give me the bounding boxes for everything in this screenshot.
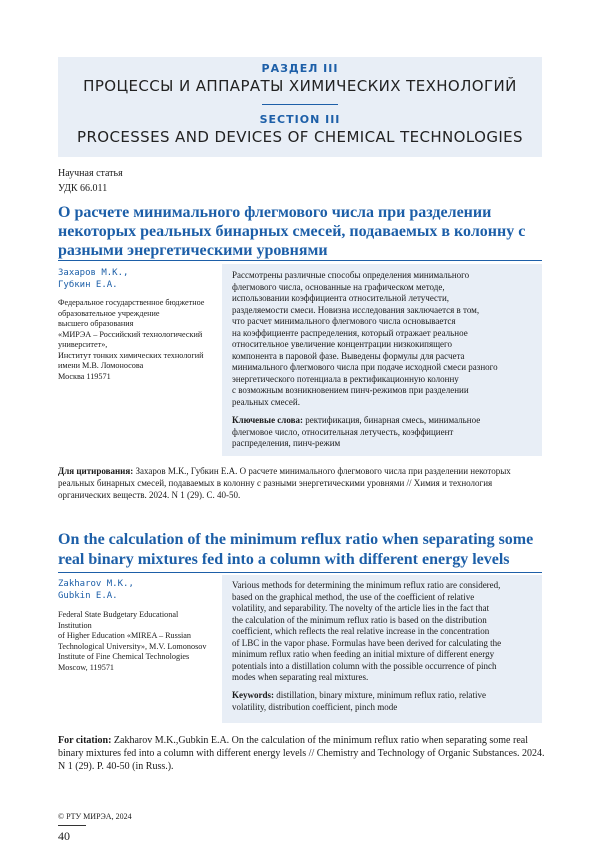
affiliation-line: университет»,: [58, 340, 108, 349]
affiliation-line: «МИРЭА – Российский технологический: [58, 329, 203, 339]
citation-label: Для цитирования:: [58, 466, 134, 476]
abstract-line: реальных смесей.: [232, 396, 300, 407]
affiliation-line: Moscow, 119571: [58, 662, 115, 672]
affiliation-line: Institute of Fine Chemical Technologies: [58, 652, 190, 661]
keywords-text: ректификация, бинарная смесь, минимальное: [303, 415, 481, 425]
affiliation-line: высшего образования: [58, 319, 134, 328]
affiliation-line: Институт тонких химических технологий: [58, 350, 204, 360]
abstract-line: компонента в паровой фазе. Выведены формулы для расчета: [232, 350, 465, 361]
abstract-line: modes when separating real mixtures.: [232, 672, 369, 682]
citation-text: N 1 (29). P. 40-50 (in Russ.).: [58, 761, 174, 772]
keywords-label: Keywords:: [232, 690, 274, 700]
udc-code: УДК 66.011: [58, 183, 108, 194]
keywords-text: volatility, distribution coefficient, pinch mode: [232, 701, 398, 712]
affiliation-line: Federal State Budgetary Educational Institution: [58, 610, 179, 630]
author-name[interactable]: Gubkin E.A.: [58, 591, 118, 601]
abstract-line: с возможным возникновением пинч-режимов при разделении: [232, 385, 469, 395]
citation-label: For citation:: [58, 735, 112, 746]
keywords-text: distillation, binary mixture, minimum reflux ratio, relative: [274, 690, 486, 700]
abstract-line: potentials into a distillation column with the possible occurrence of pinch: [232, 660, 497, 671]
authors-ru: [58, 267, 128, 291]
article-type: Научная статья: [58, 168, 123, 179]
affiliation-line: имени М.В. Ломоносова: [58, 361, 144, 370]
abstract-line: на коэффициенте распределения, который отражает реальное: [232, 327, 468, 338]
abstract-line: minimum reflux ratio when feeding an initial mixture of different energy: [232, 649, 495, 659]
abstract-line: Рассмотрены различные способы определения минимального: [232, 270, 470, 280]
keywords-label: Ключевые слова:: [232, 415, 303, 425]
title-underline-en: [58, 572, 542, 573]
abstract-en: [232, 580, 536, 684]
footer-divider: [58, 825, 86, 826]
abstract-line: Various methods for determining the minimum reflux ratio are considered,: [232, 580, 501, 590]
abstract-line: относительное увеличение концентрации низкокипящего: [232, 339, 452, 349]
abstract-line: volatility, and separability. The novelty of the article lies in the fact that: [232, 603, 490, 613]
affiliation-en: [58, 610, 210, 673]
abstract-ru: [232, 270, 536, 408]
abstract-line: the calculation of the minimum reflux ratio is based on the distribution: [232, 614, 487, 625]
title-underline-ru: [58, 260, 542, 261]
section-divider: [262, 104, 338, 105]
section-label-ru: РАЗДЕЛ III: [261, 62, 339, 75]
abstract-line: based on the graphical method, the use of the coefficient of relative: [232, 591, 475, 602]
citation-ru: [58, 465, 545, 501]
section-title-en: PROCESSES AND DEVICES OF CHEMICAL TECHNOLOGIES: [77, 128, 523, 146]
author-name[interactable]: Захаров М.К.,: [58, 268, 129, 278]
affiliation-ru: [58, 298, 210, 382]
abstract-line: coefficient, which reflects the real relative increase in the concentration: [232, 626, 490, 636]
authors-en: [58, 578, 134, 602]
affiliation-line: Федеральное государственное бюджетное: [58, 298, 205, 307]
abstract-line: что расчет минимального флегмового числа основывается: [232, 316, 456, 326]
affiliation-line: Москва 119571: [58, 371, 111, 381]
abstract-line: энергетического потенциала в ректификационную колонну: [232, 373, 459, 384]
citation-text: реальных бинарных смесей, подаваемых в колонну с разными энергетическими уровнями // Химия и технология: [58, 478, 493, 488]
abstract-line: минимального флегмового числа при подаче исходной смеси разного: [232, 362, 498, 372]
abstract-line: использовании коэффициента относительной летучести,: [232, 293, 450, 303]
abstract-line: of LBC in the vapor phase. Formulas have been derived for calculating the: [232, 637, 502, 648]
article-title-ru: О расчете минимального флегмового числа при разделении некоторых реальных бинарных смесей, подаваемых в колонну с разными энергетическими уровнями: [58, 204, 526, 259]
citation-text: Zakharov M.K.,Gubkin E.A. On the calculation of the minimum reflux ratio when separating some real: [111, 735, 528, 746]
copyright: © РТУ МИРЭА, 2024: [58, 812, 132, 821]
author-name[interactable]: Zakharov M.K.,: [58, 579, 134, 589]
affiliation-line: образовательное учреждение: [58, 308, 160, 318]
page-number: 40: [58, 829, 70, 843]
citation-text: binary mixtures fed into a column with different energy levels // Chemistry and Technology of Organic Substances. 2024.: [58, 748, 545, 759]
section-title-ru: ПРОЦЕССЫ И АППАРАТЫ ХИМИЧЕСКИХ ТЕХНОЛОГИЙ: [83, 77, 517, 95]
section-label-en: SECTION III: [259, 113, 341, 126]
keywords-text: распределения, пинч-режим: [232, 438, 341, 448]
keywords-en: [232, 690, 536, 713]
citation-text: органических веществ. 2024. N 1 (29). С. 40-50.: [58, 490, 241, 500]
keywords-text: флегмовое число, относительная летучесть, коэффициент: [232, 426, 454, 437]
abstract-line: флегмового числа, основанные на графическом методе,: [232, 281, 445, 292]
citation-en: [58, 734, 545, 773]
citation-text: Захаров М.К., Губкин Е.А. О расчете минимального флегмового числа при разделении некоторых: [133, 466, 511, 476]
abstract-line: разделяемости смеси. Новизна исследования заключается в том,: [232, 304, 480, 315]
author-name[interactable]: Губкин Е.А.: [58, 280, 118, 290]
keywords-ru: [232, 415, 536, 450]
affiliation-line: Technological University», M.V. Lomonosov: [58, 641, 207, 651]
affiliation-line: of Higher Education «MIREA – Russian: [58, 631, 192, 640]
article-title-en: On the calculation of the minimum reflux ratio when separating some real binary mixtures fed into a column with different energy levels: [58, 531, 534, 568]
